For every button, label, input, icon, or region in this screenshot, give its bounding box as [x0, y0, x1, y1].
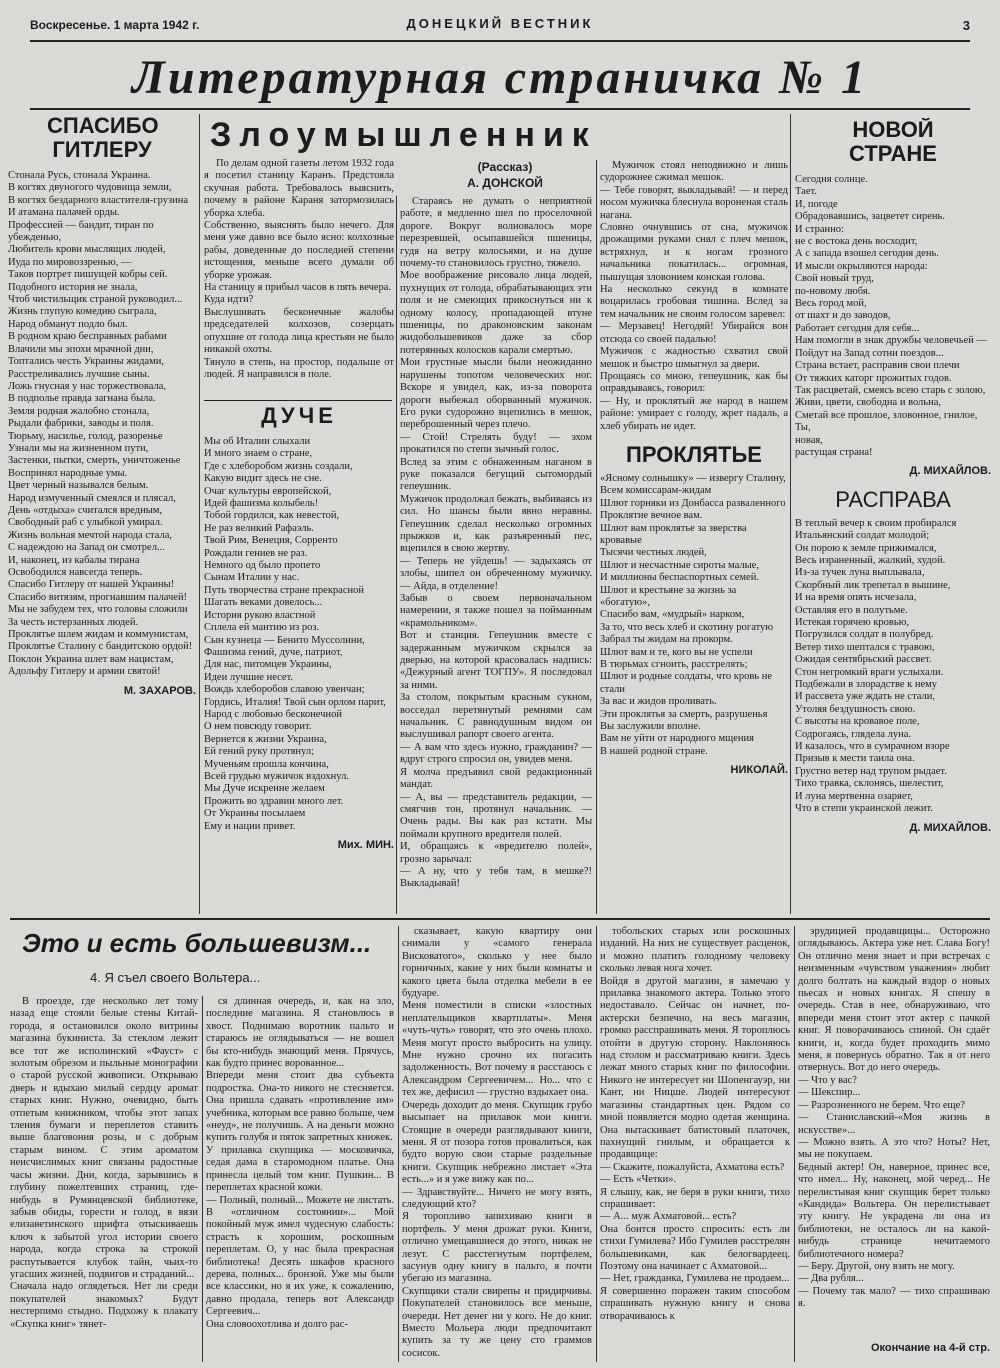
page-number: 3 [962, 18, 970, 33]
column-divider [794, 926, 795, 1362]
poem-title: РАСПРАВА [835, 486, 951, 512]
story-title: Злоумышленник [210, 116, 597, 154]
article-text: сказывает, какую квартиру они снимали у «самого генерала Висковатого», сколько у нее было горничных, какие у них были комнаты и какого цвета была отделка мебели в ее будуаре. Меня поместили в списки «злостных неплательщиков квартплаты». Меня «чуть-чуть» говорят, что это очень плохо. Меня могут просто выбросить на улицу. Мне нужно срочно их погасить задолженность. Вот почему я расстаюсь с Александром Сергеевичем... Но... что с тех же, дефисил — грустно вздыхает она. Очередь доходит до меня. Скупщик грубо высыпает на прилавок мои книги. Стоящие в очереди разглядывают книги, меня. Я от позора готов провалиться, как будто ворую свои старые раздельные книги. Скупщик небрежно листает «Эта есть...» и я уже вижу как по... — Здравствуйте... Ничего не могу взять, следующий кто? Я торопливо запихиваю книги в портфель. У меня дрожат руки. Книги, отлично умещавшиеся до этого, никак не лезут. С расстегнутым портфелем, засунув одну книгу в пальто, я почти убегаю из магазина. Скупщики стали свирепы и придирчивы. Покупателей становилось все меньше, очереди. Нет денег ни у кого. Не до книг. Вместо Мольера люди предпочитают купить за ту же цену сто граммов сосисок. [402, 926, 592, 1359]
article-col-1 [10, 996, 198, 1362]
article-col-4 [600, 926, 790, 1362]
column-divider [790, 114, 791, 914]
section-rule [10, 918, 990, 920]
poem-title: НОВОЙ СТРАНЕ [849, 118, 937, 166]
article-text: эрудицией продавщицы... Осторожно оглядываюсь. Актера уже нет. Слава Богу! Он отлично меня знает и при встречах с неизменным «чувством уважения» любит долго болтать на каждый вздор о новых пьесах и новых книгах. Я спешу в очередь. Став в нее, обнаруживаю, что впереди меня стоит этот актер с пачкой книг. Я поворачиваюсь спиной. Он сдаёт книги, и, когда будет проходить мимо меня, я повернусь обратно. Так я от него отвернусь. Вот до него очередь. — Что у вас? — Шекспир... — Разрозненного не берем. Что еще? — Станиславский-«Моя жизнь в искусстве»... — Можно взять. А это что? Ноты? Нет, мы не покупаем. Бедный актер! Он, наверное, принес все, что имел... Ну, наконец, мой черед... Не перелистывая книг скупщик берет только «Кандида» Вольтера. Он перелистывает эту книгу. Не украдена ли она из библиотеки, не осталось ли на какой-нибудь странице нечитаемого библиотечного номера? — Беру. Другой, ону взять не могу. — Два рубля... — Почему так мало? — тихо спрашиваю я. [798, 926, 990, 1310]
section-subtitle: 4. Я съел своего Вольтера... [90, 970, 261, 985]
article-col-2 [206, 996, 394, 1362]
story-part-2 [400, 196, 592, 896]
poem-text: Сегодня солнце. Тает. И, погоде Обрадовавшись, зацветет сирень. И странно: не с востока день восходит, А с запада взошел сегодня день. И мысли окрыляются народа: Свой новый труд, по-новому любя. Весь город мой, от шахт и до заводов, Работает сегодня для себя... Нам помогли в знак дружбы человечьей — Пойдут на Запад сотни поездов... Страна встает, расправив свои плечи От тяжких каторг прожитых годов. Так расцветай, смеясь всею старь с золою, Живи, цвети, свободна и вольна, Сметай все прошлое, зловонное, гнилое, Ты, новая, растущая страна! [795, 174, 987, 458]
column-divider [596, 926, 597, 1362]
masthead [30, 14, 970, 42]
story-author: А. ДОНСКОЙ [467, 176, 543, 190]
paper-name: ДОНЕЦКИЙ ВЕСТНИК [406, 16, 594, 31]
story-subtitle: (Рассказ) [477, 160, 533, 174]
section-title: Это и есть большевизм... [22, 928, 372, 958]
poem-duce [204, 404, 394, 916]
issue-date: Воскресенье. 1 марта 1942 г. [30, 18, 200, 32]
poem-text: Мы об Италии слыхали И много знаем о стране, Где с хлеборобом жизнь создали, Какую видит здесь не сне. Очаг культуры европейской, Идей фашизма колыбель! Тобой гордился, как невестой, Не раз великий Рафаэль. Твой Рим, Венеция, Сорренто Рождали гениев не раз. Немного од было пропето Сынам Италии у нас. Путь творчества стране прекрасной Шагать веками довелось... История рукою властной Сплела ей мантию из роз. Сын кузнеца — Бенито Муссолини, Фашизма гений, дуче, патриот, Для нас, питомцев Украины, Идеи лучшие несет. Вождь хлеборобов славою увенчан; Гордись, Италия! Твой сын орлом парит, Народ с любовью бесконечной О нем повсюду говорит. Вернется к жизни Украина, Ей гений руку протянул; Мученьям прошла кончина, Всей грудью мужичок вздохнул. Мы Дуче искренне желаем Прожить во здравии много лет. От Украины посылаем Ему и нации привет. [204, 436, 386, 832]
article-col-3 [402, 926, 592, 1362]
poem-signature: Д. МИХАЙЛОВ. [909, 821, 991, 834]
story-continuation: Стараясь не думать о неприятной работе, я медленно шел по проселочной дороге. Вокруг волновалось море перезревшей, осыпавшейся пшеницы, гудя на ветру колосьями, и на душе почему-то становилось грустно, тяжело. Мое воображение рисовало лица людей, пухнущих от голода, обрабатывающих эти поля и не смеющих прикоснуться ни к одному колосу, пропадающей втуне пшеницы, по драконовским законам жидобольшевиков даже за сбор потерянных колосков карали смертью. Мои грустные мысли были неожиданно нарушены топотом человеческих ног. Вскоре я увидел, как, из-за поворота дороги выбежал оборванный мужичок. Его руки судорожно вцепились в мешок, переброшенный через плечо. — Стой! Стрелять буду! — эхом прокатился по степи зычный голос. Вслед за этим с обнаженным наганом в руке показался бегущий сытомордый гепеушник. Мужичок продолжал бежать, выбиваясь из сил. Но шансы были явно неравны. Гепеушник сделал несколько огромных прыжков и, как разъяренный пес, вцепился в свою жертву. — Теперь не уйдешь! — задыхаясь от злобы, шипел он обреченному мужичку. — Айда, в отделение! Забыв о своем первоначальном намерении, я также пошел за пойманным «крамольником». Вот и станция. Гепеушник вместе с задержанным мужичком скрылся за дверью, на которой красовалась надпись: «Дежурный агент ТОГПУ». Я последовал за ними. За столом, покрытым красным сукном, восседал перетянутый ремнями сам начальник. С равнодушным видом он выслушивал рапорт своего агента. — А вам что здесь нужно, гражданин? — вдруг строго спросил он, увидев меня. Я молча предъявил свой редакционный мандат. — А, вы — представитель редакции, — смягчив тон, протянул начальник. — Очень рады. Вы как раз кстати. Мы поймали крупного вредителя полей. И, обращаясь к «вредителю полей», грозно зарычал: — А ну, что у тебя там, в мешке?! Выкладывай! [400, 196, 592, 890]
column-divider [398, 926, 399, 1362]
article-text: В проезде, где несколько лет тому назад еще стояли белые стены Китай-города, я остановился около витрины магазина букиниста. За стеклом лежит все тот же исполинский «Фауст» с золотым обрезом и пыльные монографии о старой русской живописи. Открываю дверь и вдыхаю милый сердцу аромат старых книг. Нужно, очевидно, быть отпетым книжником, чтобы этот запах тления бумаги и переплетов ставить выше благовония розы, и с добрым старым вином. С этим ароматом неисчислимых книг связаны радостные часы жизни. Дни, когда, зарывшись в глубину пожелтевших страниц, где-нибудь в Румянцевской библиотеке, забыв обиды, горести и голод, в вязи елизаветинского шрифта отыскиваешь ключ к забытой угол истории своего народа, когда строка за строкой распутывается клубок тайн, чьих-то угасших жизней, подвигов и страданий... Сначала надо оглядеться. Нет ли среди покупателей знакомых? Будут нестерпимо стыдно. Подхожу к плакату «Скупка книг» тянет- [10, 996, 198, 1330]
poem-text: Стонала Русь, стонала Украина. В когтях двуногого чудовища земли, В когтях бездарного властителя-грузина И атамана палачей орды. Профессией — бандит, тиран по убежденью, Любитель крови мыслящих людей, Иуда по мировоззренью, — Таков портрет пишущей кобры сей. Подобного история не знала, Чтоб чистильщик страной руководил... Жизнь глупую комедию сыграла, Народ обманут подло был. В родном краю бесправных рабами Влачили мы эпохи мрачной дни, Топтались честь Украины жидами, Расстреливались лучшие сыны. Ложь гнусная у нас торжествовала, В подполье правда загнана была. Земля родная жалобно стонала, Рыдали фабрики, заводы и поля. Тюрьму, насилье, голод, разоренье Узнали мы на жизненном пути, Застенки, пытки, смерть, уничтоженье Воспринял народные умы. Цвет черный назывался белым. Народ измученный смеялся и плясал, День «отдыха» считался вредным, Свободный раб с улыбкой умирал. Жизнь вольная мечтой народа стала, С надеждою на Запад он смотрел... И, наконец, из кабалы тирана Освободился навсегда теперь. Спасибо Гитлеру от нашей Украины! Спасибо витязям, прогнавшим палачей! Мы не забудем тех, что головы сложили За честь истерзанных людей. Проклятье шлем жидам и коммунистам, Проклятье Сталину с бандитскою ордой! Поклон Украина шлет вам нацистам, Адольфу Гитлеру и армии святой! [8, 170, 193, 678]
column-divider [199, 114, 200, 914]
poem-new-country [795, 118, 991, 918]
poem-signature: НИКОЛАЙ. [730, 764, 788, 777]
column-divider [202, 996, 203, 1362]
column-divider [596, 160, 597, 914]
article-text: тобольских старых или роскошных изданий. На них не существует расценок, и можно платить голодному человеку сколько левая нога хочет. Войдя в другой магазин, я замечаю у прилавка знакомого актера. Только этого недоставало. Сейчас он начнет, по-актерски безпечно, на весь магазин, громко расспрашивать меня. Я тороплюсь отойти в другую сторону. Наклоняюсь над столом и рассматриваю книги. Здесь лежат много старых книг по философии. Никого не интересует ни Шопенгауэр, ни Кант, ни Ницше. Людей интересуют магазины стандартных цен. Рядом со мной появляется модно одетая женщина. Она вытаскивает батистовый платочек, пахнущий гнилым, и обращается к продавщице: — Скажите, пожалуйста, Ахматова есть? — Есть «Четки». Я слышу, как, не беря в руки книги, тихо спрашивает: — А... муж Ахматовой... есть? Она боится просто спросить: есть ли стихи Гумилева? Ибо Гумилев расстрелян большевиками, как белогвардеец. Поэтому она начинает с Ахматовой... — Нет, гражданка, Гумилева не продаем... Я совершенно поражен таким способом спрашивать нужную книгу и снова отворачиваюсь к [600, 926, 790, 1322]
story-part-1 [204, 158, 394, 394]
story-ending: Мужичок стоял неподвижно и лишь судорожнее сжимал мешок. — Тебе говорят, выкладывай! — и перед носом мужичка блеснула вороненая сталь нагана. Словно очнувшись от сна, мужичок дрожащими руками снял с плеч мешок, встряхнул, и к ногам грозного начальника покатилась... огромная, пышущая зловонием конская голова. На несколько секунд в комнате воцарилась гробовая тишина. Вслед за тем начальник не своим голосом заревел: — Мерзавец! Негодяй! Убирайся вон отсюда со своей падалью! Мужичок с жадностью схватил свой мешок и быстро шмыгнул за двери. Прощаясь со мною, гепеушник, как бы оправдываясь, говорил: — Ну, и проклятый же народ в нашем районе: умирает с голоду, жрет падаль, а хлеб убирать не идет. [600, 160, 788, 432]
poem-text: В теплый вечер к своим пробирался Итальянский солдат молодой; Он порою к земле прижимался, Весь израненный, жалкий, худой. Из-за тучек луна выплывала, Скорбный лик трепетал в вышине, И на время опять исчезала, Оставляя его в полутьме. Истекая горячею кровью, Погрузился солдат в полубред. Ветер тихо шептался с травою, Ожидая сентябрьский рассвет. Стон негромкий враги услыхали. Подбежали в злорадстве к нему И рассвета уже ждать не стали, Утоляя бездушность свою. С высоты на кровавое поле, Содрогаясь, глядела луна. И казалось, что в сумрачном взоре Призыв к мести таила она. Грустно ветер над трупом рыдает. Тихо травка, склонясь, шелестит, И луна мертвенна озаряет, Что в степи украинской лежит. [795, 517, 957, 815]
poem-title: ДУЧЕ [261, 404, 337, 428]
poem-signature: Д. МИХАЙЛОВ. [909, 465, 991, 478]
poem-title: ПРОКЛЯТЬЕ [626, 441, 762, 467]
article-col-5 [798, 926, 990, 1336]
poem-thanks-hitler [8, 114, 196, 914]
article-text: ся длинная очередь, и, как на зло, последние магазина. Я становлюсь в хвост. Поднимаю воротник пальто и стараюсь не оглядываться — не вошел бы кто-нибудь знающий меня. Прячусь, как будто принес ворованное... Впереди меня стоит два субъекта подростка. Она-то никого не стесняется. Она пришла сдавать «противление им» учебника, которым все равно больше, чем «неуд», не получишь. А на деньги можно купить голубя и пяток запретных книжек. У прилавка скупщика — московичка, седая дама в старомодном платье. Она принесла целый том книг. Пушкин... В переплетах красной кожи. — Полный, полный... Можете не листать. В «отличном состоянии»... Мой покойный муж имел чудесную слабость: страсть к хорошим, роскошным переплетам. О, у нас была прекрасная библиотека! Десять шкафов красного дерева, полных... бронзой. Уже мы были все классики, но я их уже, к сожалению, давно продала, теперь вот Александр Сергеевич... Она словоохотлива и долго рас- [206, 996, 394, 1330]
poem-signature: Мих. МИН. [337, 839, 394, 851]
poem-text: «Ясному солнышку» — извергу Сталину, Всем комиссарам-жидам Шлют горняки из Донбасса разваленного Проклятие вечное вам. Шлют вам проклятье за зверства кровавые Тысячи честных людей, Шлют и несчастные сироты малые, И миллионы беспаспортных семей. Шлют и крестьяне за жизнь за «богатую», Спасибо вам, «мудрый» нарком, За то, что весь хлеб и скотину рогатую Забрал ты жидам на прокорм. Шлют вам и те, кого вы не успели В тюрьмах сгноить, расстрелять; Шлют и родные солдаты, что кровь не стали За вас и жидов проливать. Эти проклятья за смерть, разрушенья Вы заслужили вполне. Вам не уйти от народного мщения В нашей родной стране. [600, 472, 786, 757]
story-end-and-curse [600, 160, 788, 914]
column-divider [396, 196, 397, 914]
rule [204, 400, 392, 401]
continued-note: Окончание на 4-й стр. [870, 1342, 990, 1354]
poem-title: СПАСИБО ГИТЛЕРУ [47, 114, 159, 162]
story-text: По делам одной газеты летом 1932 года я посетил станицу Каранъ. Предстояла скучная работа. Требовалось выяснить, почему в районе Караня затормозилась уборка хлеба. Собственно, выяснять было нечего. Для меня уже давно все было ясно: колхозные рабы, доведенные до последней степени истощения, меньше всего думали об уборке урожая. На станицу я прибыл часов в пять вечера. Куда идти? Выслушивать бесконечные жалобы председателей колхозов, созерцать опухшие от голода лица крестьян не было никакой охоты. Тянуло в степь, на простор, подальше от людей. Я направился в поле. [204, 158, 394, 380]
page-banner: Литературная страничка № 1 [30, 48, 970, 110]
poem-signature: М. ЗАХАРОВ. [123, 684, 196, 697]
